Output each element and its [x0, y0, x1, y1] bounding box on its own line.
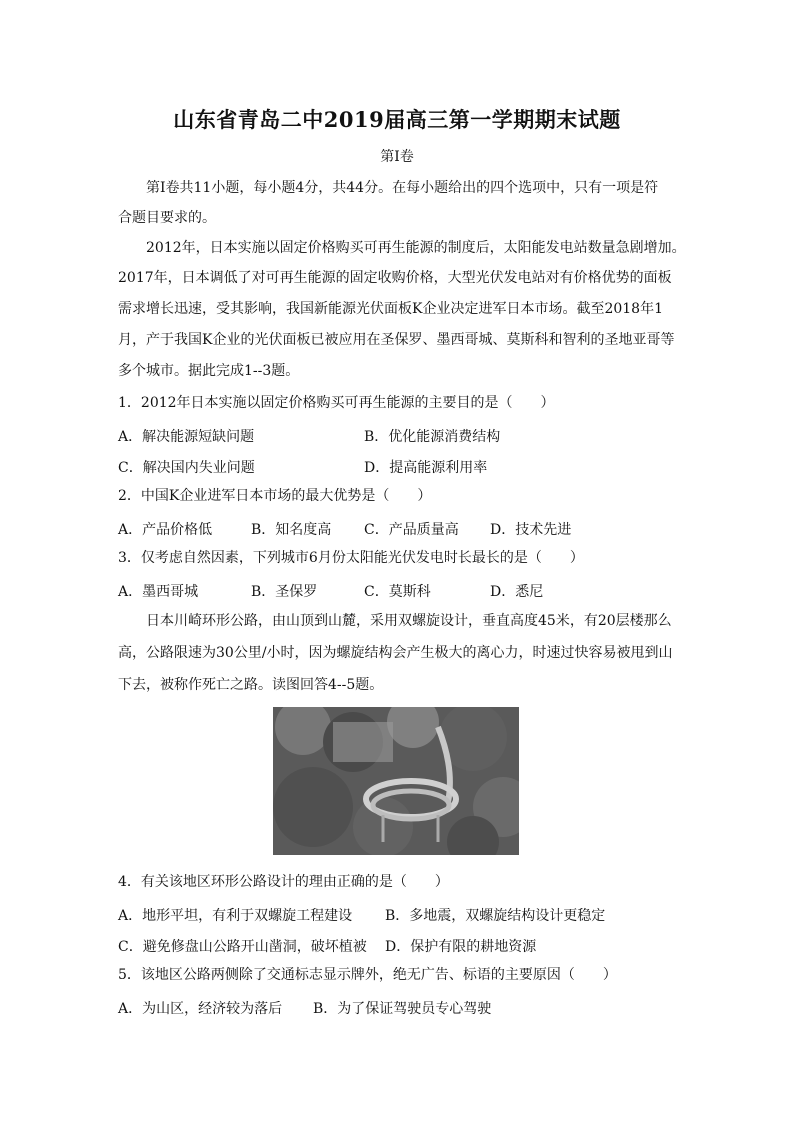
question-5-option-a: A．为山区，经济较为落后 [118, 1001, 283, 1017]
passage-line: 月，产于我国K企业的光伏面板已被应用在圣保罗、墨西哥城、莫斯科和智利的圣地亚哥等 [118, 332, 675, 348]
question-3-stem: 3．仅考虑自然因素，下列城市6月份太阳能光伏发电时长最长的是（ ） [118, 550, 584, 566]
question-4-option-b: B．多地震，双螺旋结构设计更稳定 [385, 908, 606, 924]
question-3-option-c: C．莫斯科 [364, 584, 431, 600]
question-2-option-c: C．产品质量高 [364, 522, 459, 538]
question-1-option-c: C．解决国内失业问题 [118, 460, 255, 476]
question-4-option-d: D．保护有限的耕地资源 [385, 939, 537, 955]
question-3-option-d: D．悉尼 [490, 584, 544, 600]
question-2-option-b: B．知名度高 [251, 522, 332, 538]
passage-line: 日本川崎环形公路，由山顶到山麓，采用双螺旋设计，垂直高度45米，有20层楼那么 [146, 613, 672, 629]
question-1-option-d: D．提高能源利用率 [364, 460, 488, 476]
passage-line: 下去，被称作死亡之路。读图回答4--5题。 [118, 677, 384, 693]
intro-line: 第I卷共11小题，每小题4分，共44分。在每小题给出的四个选项中，只有一项是符 [146, 180, 659, 196]
question-2-option-d: D．技术先进 [490, 522, 572, 538]
question-1-option-b: B．优化能源消费结构 [364, 429, 501, 445]
question-3-option-a: A．墨西哥城 [118, 584, 199, 600]
intro-line: 合题目要求的。 [118, 210, 216, 226]
question-4-stem: 4．有关该地区环形公路设计的理由正确的是（ ） [118, 874, 449, 890]
exam-title: 山东省青岛二中2019届高三第一学期期末试题 [173, 107, 621, 132]
question-2-option-a: A．产品价格低 [118, 522, 213, 538]
question-5-option-b: B．为了保证驾驶员专心驾驶 [313, 1001, 492, 1017]
question-1-stem: 1．2012年日本实施以固定价格购买可再生能源的主要目的是（ ） [118, 395, 555, 411]
question-5-stem: 5．该地区公路两侧除了交通标志显示牌外，绝无广告、标语的主要原因（ ） [118, 967, 617, 983]
question-3-option-b: B．圣保罗 [251, 584, 318, 600]
passage-line: 2017年，日本调低了对可再生能源的固定收购价格，大型光伏发电站对有价格优势的面板 [118, 270, 672, 286]
passage-line: 多个城市。据此完成1--3题。 [118, 363, 300, 379]
passage-line: 高，公路限速为30公里/小时，因为螺旋结构会产生极大的离心力，时速过快容易被甩到山 [118, 645, 673, 661]
passage-line: 需求增长迅速，受其影响，我国新能源光伏面板K企业决定进军日本市场。截至2018年1 [118, 301, 663, 317]
passage-line: 2012年，日本实施以固定价格购买可再生能源的制度后，太阳能发电站数量急剧增加。 [146, 240, 686, 256]
question-1-option-a: A．解决能源短缺问题 [118, 429, 255, 445]
spiral-road-photo [273, 707, 519, 855]
question-2-stem: 2．中国K企业进军日本市场的最大优势是（ ） [118, 488, 432, 504]
section-heading: 第I卷 [380, 149, 414, 165]
question-4-option-a: A．地形平坦，有利于双螺旋工程建设 [118, 908, 353, 924]
question-4-option-c: C．避免修盘山公路开山凿洞，破坏植被 [118, 939, 367, 955]
